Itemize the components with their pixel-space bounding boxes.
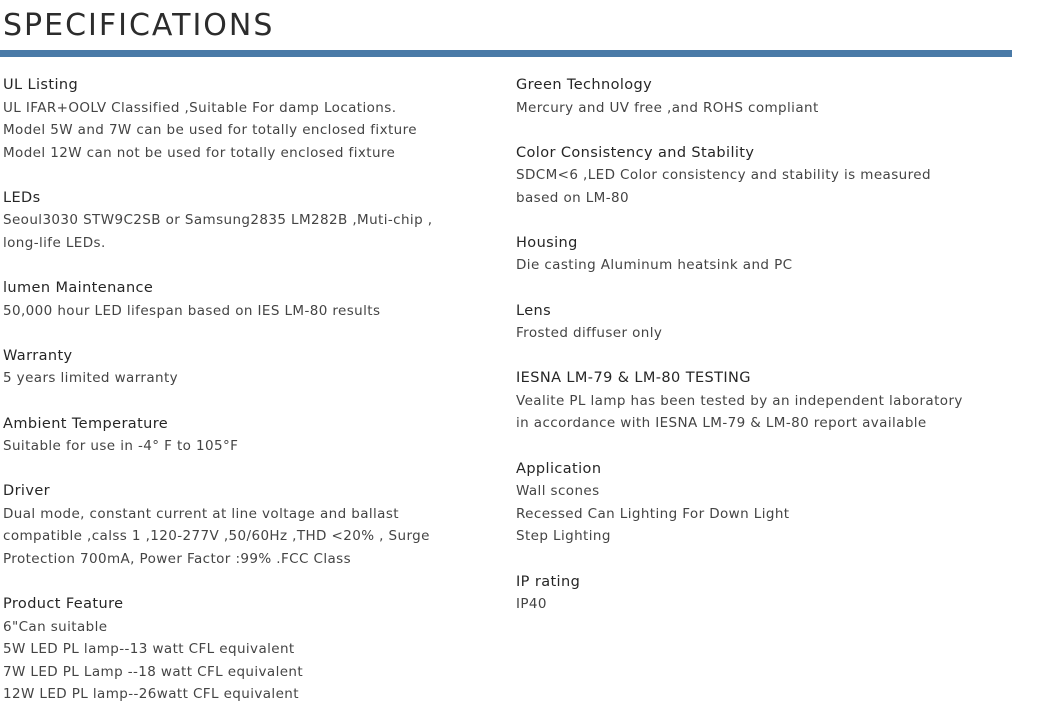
- section-heading: Housing: [516, 234, 578, 251]
- spec-line: 50,000 hour LED lifespan based on IES LM-80 results: [3, 302, 381, 319]
- spec-line: 6"Can suitable: [3, 618, 108, 635]
- spec-section-ambient-temperature: [3, 413, 493, 458]
- section-spacer: [516, 209, 1016, 232]
- spec-line: long-life LEDs.: [3, 234, 106, 251]
- spec-line: in accordance with IESNA LM-79 & LM-80 report available: [516, 415, 927, 432]
- right-column: [516, 74, 1016, 616]
- section-spacer: [3, 458, 493, 481]
- spec-line: Seoul3030 STW9C2SB or Samsung2835 LM282B ,Muti-chip ,: [3, 212, 433, 229]
- title-divider: [0, 50, 1012, 57]
- spec-section-green-technology: [516, 74, 1016, 119]
- spec-line: Model 5W and 7W can be used for totally enclosed fixture: [3, 122, 417, 139]
- spec-line: SDCM<6 ,LED Color consistency and stability is measured: [516, 167, 931, 184]
- spec-line: Die casting Aluminum heatsink and PC: [516, 257, 793, 274]
- spec-section-driver: [3, 480, 493, 570]
- spec-line: Suitable for use in -4° F to 105°F: [3, 438, 239, 455]
- section-spacer: [516, 119, 1016, 142]
- section-heading: Ambient Temperature: [3, 415, 169, 432]
- spec-line: 5W LED PL lamp--13 watt CFL equivalent: [3, 641, 295, 658]
- spec-line: Frosted diffuser only: [516, 325, 663, 342]
- spec-line: 5 years limited warranty: [3, 370, 179, 387]
- section-spacer: [3, 390, 493, 413]
- spec-line: 12W LED PL lamp--26watt CFL equivalent: [3, 686, 299, 703]
- left-column: [3, 74, 493, 706]
- section-heading: IP rating: [516, 573, 581, 590]
- spec-line: 7W LED PL Lamp --18 watt CFL equivalent: [3, 663, 304, 680]
- spec-line: Recessed Can Lighting For Down Light: [516, 505, 790, 522]
- spec-line: UL IFAR+OOLV Classified ,Suitable For damp Locations.: [3, 99, 397, 116]
- section-spacer: [3, 571, 493, 594]
- section-heading: Product Feature: [3, 596, 124, 613]
- section-spacer: [3, 322, 493, 345]
- spec-line: IP40: [516, 596, 547, 612]
- section-spacer: [516, 435, 1016, 458]
- spec-line: based on LM-80: [516, 189, 629, 206]
- spec-section-leds: [3, 187, 493, 255]
- page-title: SPECIFICATIONS: [3, 8, 275, 43]
- section-heading: lumen Maintenance: [3, 280, 154, 297]
- spec-section-product-feature: [3, 593, 493, 706]
- spec-section-ul-listing: [3, 74, 493, 164]
- spec-section-housing: [516, 232, 1016, 277]
- section-spacer: [3, 255, 493, 278]
- section-heading: IESNA LM-79 & LM-80 TESTING: [516, 370, 751, 387]
- spec-section-ip-rating: [516, 571, 1016, 616]
- spec-section-application: [516, 458, 1016, 548]
- spec-line: Wall scones: [516, 483, 600, 500]
- spec-section-color-consistency-and-stability: [516, 142, 1016, 210]
- section-spacer: [516, 277, 1016, 300]
- section-heading: LEDs: [3, 189, 41, 206]
- spec-line: Protection 700mA, Power Factor :99% .FCC Class: [3, 550, 352, 567]
- section-spacer: [516, 345, 1016, 368]
- spec-section-lumen-maintenance: [3, 277, 493, 322]
- section-heading: Green Technology: [516, 77, 653, 93]
- section-heading: Driver: [3, 483, 51, 500]
- spec-line: Model 12W can not be used for totally enclosed fixture: [3, 144, 396, 161]
- section-spacer: [516, 548, 1016, 571]
- spec-line: Step Lighting: [516, 528, 611, 545]
- section-heading: Application: [516, 460, 602, 477]
- section-heading: Lens: [516, 302, 552, 319]
- section-heading: UL Listing: [3, 77, 79, 93]
- section-spacer: [3, 164, 493, 187]
- spec-section-lens: [516, 300, 1016, 345]
- spec-line: Vealite PL lamp has been tested by an independent laboratory: [516, 392, 963, 409]
- spec-section-iesna-lm-79-lm-80-testing: [516, 367, 1016, 435]
- section-heading: Color Consistency and Stability: [516, 144, 755, 161]
- spec-section-warranty: [3, 345, 493, 390]
- section-heading: Warranty: [3, 347, 73, 364]
- spec-line: Dual mode, constant current at line voltage and ballast: [3, 505, 399, 522]
- spec-line: compatible ,calss 1 ,120-277V ,50/60Hz ,THD <20% , Surge: [3, 528, 430, 545]
- spec-line: Mercury and UV free ,and ROHS compliant: [516, 99, 819, 116]
